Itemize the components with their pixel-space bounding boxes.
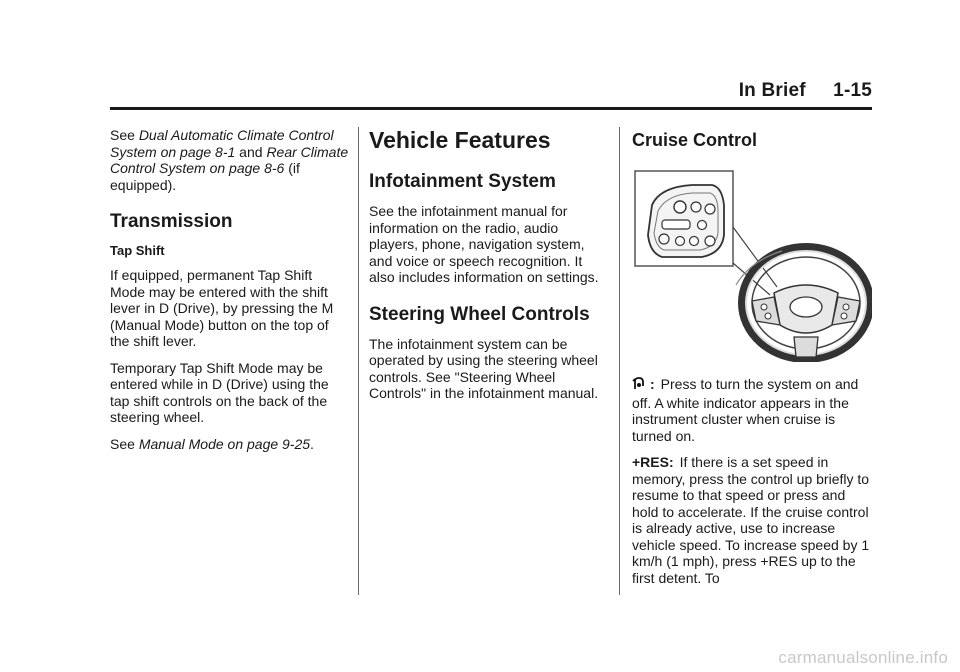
- vehicle-features-heading: Vehicle Features: [369, 127, 551, 153]
- page-number: 1-15: [833, 80, 872, 101]
- infotainment-heading: Infotainment System: [369, 171, 556, 192]
- section-title: In Brief: [738, 80, 806, 101]
- link-climate-control[interactable]: Dual Automatic Climate Control System on page 8-1: [110, 127, 334, 160]
- steering-controls-text: The infotainment system can be operated by using the steering wheel controls. See "Steering Wheel Controls" in the infotainment manual.: [369, 335, 599, 401]
- cruise-control-heading: Cruise Control: [632, 130, 758, 150]
- transmission-heading: Transmission: [110, 211, 233, 232]
- link-manual-mode[interactable]: Manual Mode on page 9-25: [138, 435, 311, 452]
- column-divider-2: [619, 127, 620, 595]
- infotainment-text: See the infotainment manual for information on the radio, audio players, phone, navigation system, and voice or speech recognition. It also includes information on settings.: [369, 203, 599, 285]
- column-divider-1: [358, 127, 359, 595]
- cruise-resume-term: +RES:: [632, 454, 674, 470]
- column-middle: [369, 127, 609, 412]
- cruise-resume-text: If there is a set speed in memory, press the control up briefly to resume to that speed or press and hold to accelerate. If the cruise control is already active, use to increase vehicle speed. To increase speed by 1 km/h (1 mph), press +RES up to the first detent. To: [632, 454, 870, 586]
- cruise-on-off-text: Press to turn the system on and off. A white indicator appears in the instrument cluster when cruise is turned on.: [632, 376, 859, 444]
- tap-shift-permanent-text: If equipped, permanent Tap Shift Mode may be entered with the shift lever in D (Drive), by pressing the M (Manual Mode) button on the top of the shift lever.: [110, 267, 334, 349]
- tap-shift-temporary-text: Temporary Tap Shift Mode may be entered while in D (Drive) using the tap shift controls on the back of the steering wheel.: [110, 359, 329, 425]
- header-rule: [110, 107, 872, 110]
- manual-mode-see-reference: See Manual Mode on page 9-25.: [110, 435, 314, 452]
- climate-see-reference: See Dual Automatic Climate Control System on page 8-1 and Rear Climate Control System on page 8-6 (if equipped).: [110, 127, 349, 193]
- column-left: [110, 127, 350, 462]
- steering-wheel-controls-illustration: [632, 165, 872, 362]
- cruise-resume-item: [632, 454, 872, 586]
- column-right: [632, 127, 872, 596]
- cruise-on-off-term: :: [650, 376, 655, 392]
- page-header: [110, 80, 872, 108]
- steering-controls-heading: Steering Wheel Controls: [369, 303, 590, 325]
- page-header-title: [739, 80, 872, 102]
- cruise-control-icon: [632, 377, 646, 395]
- cruise-on-off-item: [632, 376, 872, 444]
- watermark: carmanualsonline.info: [778, 648, 948, 667]
- tap-shift-subhead: Tap Shift: [110, 243, 165, 258]
- link-rear-climate[interactable]: Rear Climate Control System on page 8-6: [110, 143, 349, 176]
